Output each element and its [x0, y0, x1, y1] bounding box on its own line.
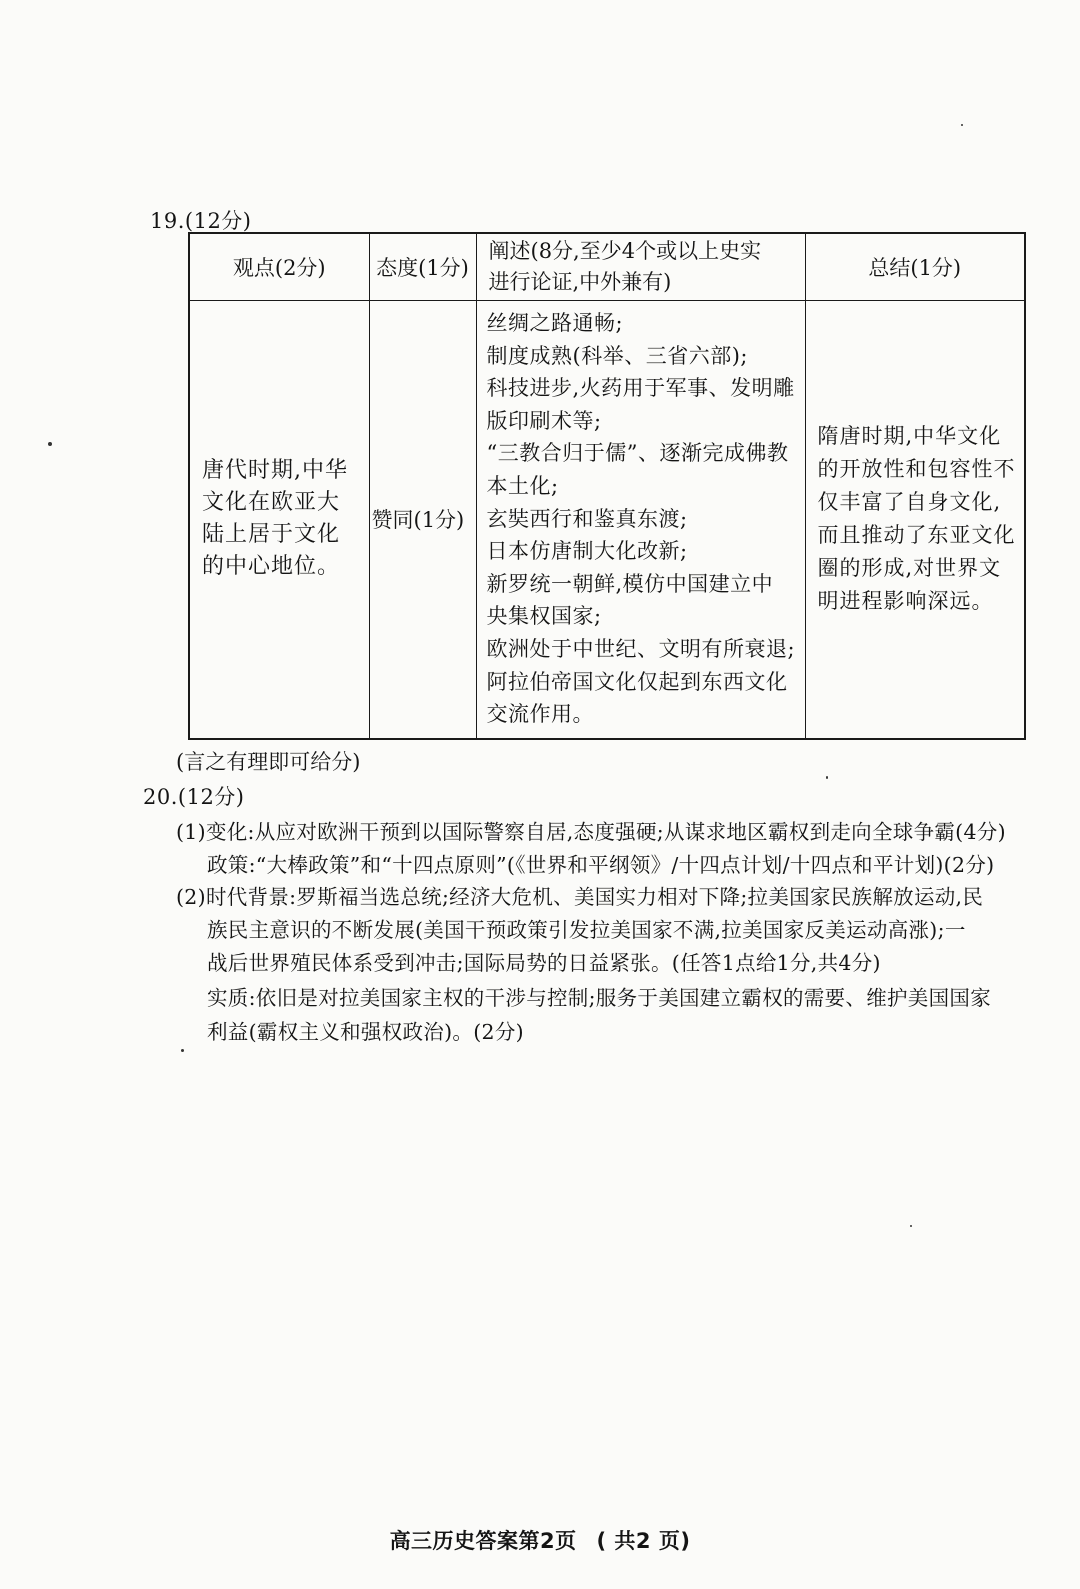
exposition-line: 阿拉伯帝国文化仅起到东西文化 — [486, 669, 788, 694]
answer-line: (2)时代背景:罗斯福当选总统;经济大危机、美国实力相对下降;拉美国家民族解放运动,民 — [176, 885, 984, 909]
exposition-line: “三教合归于儒”、逐渐完成佛教 — [486, 441, 789, 466]
exposition-line: 丝绸之路通畅; — [486, 311, 624, 335]
header-view: 观点(2分) — [189, 233, 369, 301]
exposition-cell — [476, 301, 805, 739]
answer-line: 族民主意识的不断发展(美国干预政策引发拉美国家不满,拉美国家反美运动高涨);一 — [207, 918, 966, 942]
scan-speck — [826, 776, 828, 779]
header-exposition-line-2: 进行论证,中外兼有) — [488, 270, 672, 294]
question-20-title: 20.(12分) — [143, 785, 245, 809]
page-footer — [0, 1525, 1080, 1555]
answer-line: 战后世界殖民体系受到冲击;国际局势的日益紧张。(任答1点给1分,共4分) — [207, 951, 881, 975]
answer-line: 政策:“大棒政策”和“十四点原则”(《世界和平纲领》/十四点计划/十四点和平计划)(2分) — [207, 853, 995, 877]
exposition-line: 版印刷术等; — [486, 408, 602, 433]
answer-line: 利益(霸权主义和强权政治)。(2分) — [207, 1020, 524, 1044]
exposition-line: 玄奘西行和鉴真东渡; — [486, 506, 688, 531]
scan-speck — [181, 1049, 184, 1052]
exposition-line: 日本仿唐制大化改新; — [486, 539, 688, 564]
exposition-line: 交流作用。 — [486, 702, 594, 727]
summary-cell: 隋唐时期,中华文化的开放性和包容性不仅丰富了自身文化,而且推动了东亚文化圈的形成,对世界文明进程影响深远。 — [805, 301, 1025, 739]
exposition-line: 欧洲处于中世纪、文明有所衰退; — [486, 636, 796, 661]
exposition-line: 制度成熟(科举、三省六部); — [486, 343, 748, 368]
attitude-cell: 赞同(1分) — [369, 301, 476, 739]
exposition-line: 央集权国家; — [486, 604, 602, 629]
exposition-line: 科技进步,火药用于军事、发明雕 — [486, 376, 795, 401]
footer-total-label: ( 共2 页) — [596, 1529, 691, 1553]
exposition-line: 本土化; — [486, 473, 559, 498]
header-attitude: 态度(1分) — [369, 233, 476, 301]
scan-speck — [48, 442, 52, 446]
header-summary: 总结(1分) — [805, 233, 1025, 301]
scan-speck — [961, 124, 963, 126]
header-exposition — [476, 233, 805, 301]
scan-speck — [910, 1225, 912, 1227]
exposition-line: 新罗统一朝鲜,模仿中国建立中 — [486, 571, 774, 596]
table-row — [189, 301, 1025, 739]
question-19-title: 19.(12分) — [150, 209, 252, 233]
answer-line: (1)变化:从应对欧洲干预到以国际警察自居,态度强硬;从谋求地区霸权到走向全球争霸(4分) — [176, 820, 1006, 844]
question-19-answer-table — [188, 232, 1026, 740]
footer-page-label: 高三历史答案第2页 — [389, 1529, 577, 1553]
scoring-note: (言之有理即可给分) — [176, 750, 361, 774]
table-header-row — [189, 233, 1025, 301]
header-exposition-line-1: 阐述(8分,至少4个或以上史实 — [488, 239, 762, 263]
answer-line: 实质:依旧是对拉美国家主权的干涉与控制;服务于美国建立霸权的需要、维护美国国家 — [207, 986, 992, 1010]
view-cell: 唐代时期,中华文化在欧亚大陆上居于文化的中心地位。 — [189, 301, 369, 739]
